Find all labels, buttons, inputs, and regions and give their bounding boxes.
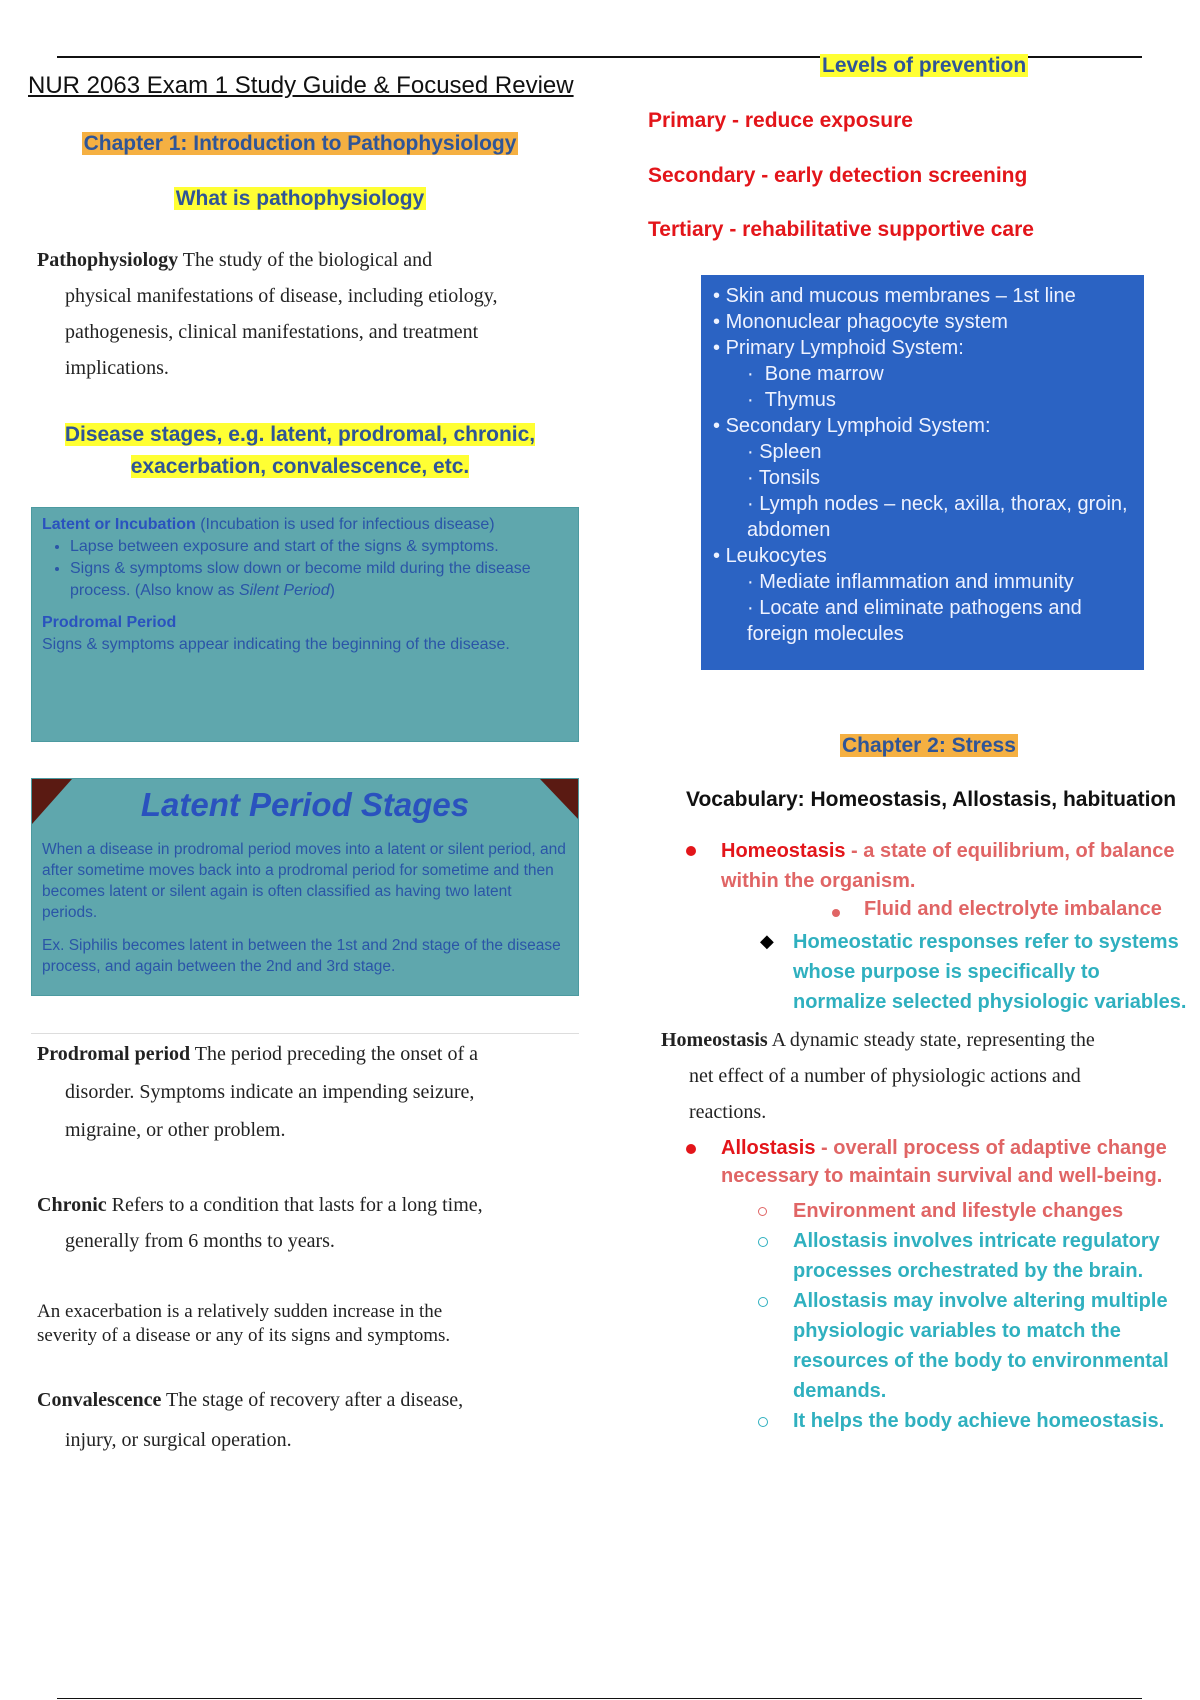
allostasis-def: - overall process of adaptive change necessary to maintain survival and well-being. (721, 1137, 1167, 1187)
latent-period-stages-title: Latent Period Stages (140, 786, 470, 823)
chronic-definition (37, 1187, 597, 1259)
latent-heading (42, 514, 568, 536)
list-item: • Secondary Lymphoid System: (713, 415, 991, 437)
list-item (758, 1406, 1198, 1436)
homeostatic-responses-text: Homeostatic responses refer to systems whose purpose is specifically to normalize selected physiologic variables. (793, 931, 1187, 1013)
circle-bullet-icon (758, 1237, 768, 1247)
tertiary-prevention: Tertiary - rehabilitative supportive care (648, 218, 1034, 241)
definition-text: A dynamic steady state, representing the (767, 1029, 1095, 1051)
exacerbation-line1: An exacerbation is a relatively sudden increase in the (37, 1301, 443, 1322)
prodromal-definition (37, 1035, 597, 1149)
list-item-text: Locate and eliminate pathogens and foreign molecules (747, 597, 1082, 645)
chapter2-heading-text: Chapter 2: Stress (842, 734, 1016, 757)
list-item-text: Skin and mucous membranes – 1st line (725, 285, 1076, 307)
list-item (70, 558, 568, 602)
allostasis-bullet (686, 1134, 1186, 1190)
homeostasis-definition (661, 1022, 1200, 1130)
list-item-text: Leukocytes (725, 545, 827, 567)
what-is-heading (0, 187, 600, 211)
bullet-icon (686, 1144, 696, 1154)
list-item-text: Allostasis involves intricate regulatory processes orchestrated by the brain. (793, 1230, 1160, 1282)
homeostasis-def: - a state of equilibrium, of balance within the organism. (721, 840, 1175, 892)
definition-term: Homeostasis (661, 1029, 768, 1051)
silent-period-text: Silent Period (238, 582, 330, 599)
circle-bullet-icon (758, 1417, 768, 1427)
bullet-text: ) (329, 582, 335, 599)
list-item-text: Secondary Lymphoid System: (725, 415, 991, 437)
chapter1-heading (0, 132, 600, 156)
definition-text: migraine, or other problem. (65, 1119, 286, 1141)
list-item: · Spleen (747, 441, 822, 463)
chapter2-heading (840, 734, 1018, 758)
definition-text: physical manifestations of disease, including etiology, (65, 285, 498, 307)
list-item: · Tonsils (747, 467, 820, 489)
definition-text: reactions. (689, 1101, 767, 1123)
list-item-text: Spleen (759, 441, 822, 463)
bullet-icon (832, 909, 840, 917)
list-item: • Mononuclear phagocyte system (713, 311, 1008, 333)
list-item: · Bone marrow (747, 363, 884, 385)
exacerbation-definition (37, 1300, 597, 1348)
homeostasis-term: Homeostasis (721, 840, 846, 862)
immune-list (713, 283, 1134, 647)
definition-text: implications. (65, 357, 169, 379)
allostasis-sublist (758, 1196, 1198, 1436)
immune-system-slide (701, 275, 1144, 670)
prodromal-period-text: Signs & symptoms appear indicating the beginning of the disease. (42, 636, 510, 653)
latent-title: Latent or Incubation (42, 516, 196, 533)
list-item (758, 1286, 1198, 1406)
disease-stages-heading-line2: exacerbation, convalescence, etc. (130, 455, 470, 478)
allostasis-term: Allostasis (721, 1137, 816, 1159)
definition-term: Pathophysiology (37, 249, 179, 271)
list-item-text: It helps the body achieve homeostasis. (793, 1410, 1165, 1432)
latent-period-para1: When a disease in prodromal period moves into a latent or silent period, and after sometime moves back into a prodromal period for sometime and then becomes latent or silent again is often classified as having two latent periods. (42, 841, 566, 921)
list-item (758, 1226, 1198, 1286)
latent-period-para2: Ex. Siphilis becomes latent in between the 1st and 2nd stage of the disease process, and again between the 2nd and 3rd stage. (42, 937, 561, 975)
disease-stages-heading-line1: Disease stages, e.g. latent, prodromal, chronic, (64, 423, 536, 446)
definition-text: Refers to a condition that lasts for a long time, (106, 1194, 483, 1216)
list-item-text: Mononuclear phagocyte system (725, 311, 1008, 333)
fluid-bullet (832, 898, 1192, 921)
allostasis-bullet-text (721, 1134, 1186, 1190)
definition-text: The stage of recovery after a disease, (161, 1389, 464, 1411)
list-item-text: Primary Lymphoid System: (725, 337, 964, 359)
list-item: · Thymus (747, 389, 836, 411)
list-item: · Lymph nodes – neck, axilla, thorax, groin, abdomen (747, 493, 1128, 541)
circle-bullet-icon (758, 1207, 767, 1216)
chapter1-heading-text: Chapter 1: Introduction to Pathophysiology (83, 132, 517, 155)
list-item-text: Mediate inflammation and immunity (759, 571, 1074, 593)
exacerbation-line2: severity of a disease or any of its signs and symptoms. (37, 1325, 451, 1346)
latent-bullets (42, 536, 568, 602)
bullet-text: Signs & symptoms slow down or become mild during the disease process. (Also know as (70, 560, 531, 599)
definition-text: disorder. Symptoms indicate an impending seizure, (65, 1081, 475, 1103)
list-item-text: Allostasis may involve altering multiple physiologic variables to match the resources of the body to environmental demands. (793, 1290, 1169, 1402)
definition-text: The period preceding the onset of a (190, 1043, 479, 1065)
list-item: • Primary Lymphoid System: (713, 337, 964, 359)
secondary-prevention: Secondary - early detection screening (648, 164, 1028, 187)
list-item: · Locate and eliminate pathogens and foreign molecules (747, 597, 1082, 645)
what-is-heading-text: What is pathophysiology (175, 187, 425, 210)
circle-bullet-icon (758, 1297, 768, 1307)
prodromal-period-title: Prodromal Period (42, 614, 177, 631)
homeostasis-bullet-text (721, 836, 1186, 896)
definition-text: The study of the biological and (178, 249, 433, 271)
page-title: NUR 2063 Exam 1 Study Guide & Focused Review (28, 72, 574, 99)
diamond-bullet-icon: ◆ (760, 931, 774, 951)
primary-prevention: Primary - reduce exposure (648, 109, 913, 132)
definition-term: Convalescence (37, 1389, 162, 1411)
vocabulary-line: Vocabulary: Homeostasis, Allostasis, habituation (686, 788, 1177, 811)
definition-text: net effect of a number of physiologic actions and (689, 1065, 1081, 1087)
fluid-text: Fluid and electrolyte imbalance (864, 898, 1162, 920)
list-item: · Mediate inflammation and immunity (747, 571, 1074, 593)
latent-period-stages-slide (31, 778, 579, 996)
list-item: • Lapse between exposure and start of the signs & symptoms. (70, 536, 568, 558)
latent-note: (Incubation is used for infectious disease) (195, 516, 495, 533)
list-item-text: Lymph nodes – neck, axilla, thorax, groin, abdomen (747, 493, 1128, 541)
list-item-text: Tonsils (758, 467, 820, 489)
list-item-text: Bone marrow (764, 363, 884, 385)
list-item-text: Environment and lifestyle changes (793, 1200, 1124, 1222)
definition-text: generally from 6 months to years. (65, 1230, 335, 1252)
list-item: • Skin and mucous membranes – 1st line (713, 285, 1076, 307)
homeostatic-responses-bullet (758, 927, 1198, 1017)
list-item: • Leukocytes (713, 545, 827, 567)
bottom-rule (57, 1698, 1142, 1699)
convalescence-definition (37, 1380, 597, 1460)
homeostasis-bullet (686, 836, 1186, 896)
definition-text: injury, or surgical operation. (65, 1429, 292, 1451)
definition-term: Prodromal period (37, 1043, 191, 1065)
disease-stages-heading (0, 420, 600, 484)
list-item-text: Thymus (764, 389, 836, 411)
bullet-icon (686, 846, 696, 856)
levels-of-prevention-text: Levels of prevention (822, 54, 1027, 77)
pathophysiology-definition (37, 242, 597, 386)
latent-prodromal-slide (31, 507, 579, 742)
definition-text: pathogenesis, clinical manifestations, and treatment (65, 321, 479, 343)
definition-term: Chronic (37, 1194, 107, 1216)
list-item (758, 1196, 1198, 1226)
levels-of-prevention-heading (820, 54, 1028, 78)
divider (31, 1033, 579, 1034)
